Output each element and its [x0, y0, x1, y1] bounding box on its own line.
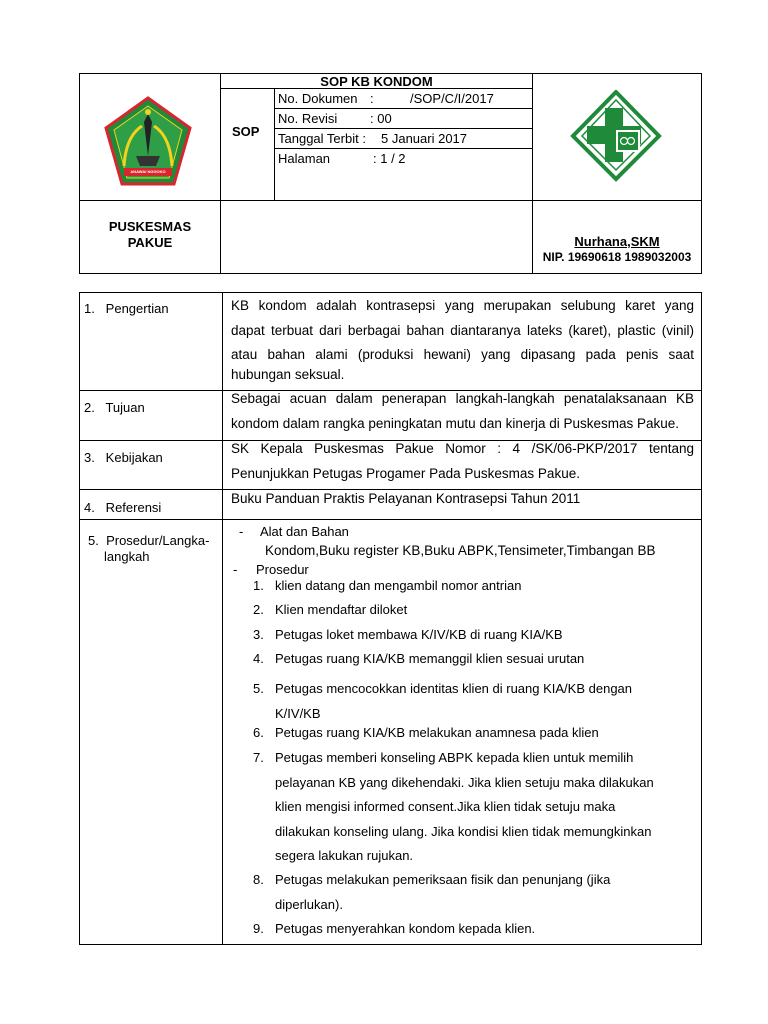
list-item: 2. Klien mendaftar diloket: [253, 602, 408, 617]
tujuan-line-1: Sebagai acuan dalam penerapan langkah-langkah penatalaksanaan KB: [231, 391, 694, 406]
document-title: SOP KB KONDOM: [320, 74, 433, 89]
revision-label: No. Revisi: [278, 111, 338, 126]
tools-text: Kondom,Buku register KB,Buku ABPK,Tensimeter,Timbangan BB: [265, 543, 656, 558]
list-item: 5. Petugas mencocokkan identitas klien di ruang KIA/KB dengan K/IV/KB: [253, 681, 633, 721]
kebijakan-line-2: Penunjukkan Petugas Progamer Pada Puskesmas Pakue.: [231, 466, 580, 481]
tools-bullet: -: [239, 524, 244, 539]
pengertian-line-2: dapat terbuat dari berbagai bahan diantaranya lateks (karet), plastic (vinil): [231, 323, 694, 338]
list-item: 3. Petugas loket membawa K/IV/KB di ruang KIA/KB: [253, 627, 563, 642]
pengertian-line-4: hubungan seksual.: [231, 367, 345, 382]
pengertian-line-3: atau bahan alami (produksi hewani) yang dipasang pada penis saat: [231, 347, 694, 362]
procedure-heading: Prosedur: [256, 562, 309, 577]
kebijakan-line-1: SK Kepala Puskesmas Pakue Nomor : 4 /SK/06-PKP/2017 tentang: [231, 441, 694, 456]
section-label-kebijakan: 3. Kebijakan: [84, 450, 163, 465]
list-item: 1. klien datang dan mengambil nomor antrian: [253, 578, 522, 593]
list-item: 6. Petugas ruang KIA/KB melakukan anamnesa pada klien: [253, 725, 599, 740]
puskesmas-logo: [570, 90, 662, 182]
tujuan-line-2: kondom dalam rangka peningkatan mutu dan kinerja di Puskesmas Pakue.: [231, 416, 680, 431]
regional-emblem-logo: [104, 96, 192, 188]
signer-name: Nurhana,SKM: [574, 234, 660, 249]
sop-label: SOP: [232, 124, 260, 139]
doc-no-value: /SOP/C/I/2017: [410, 91, 494, 106]
section-label-prosedur-2: langkah: [104, 549, 150, 564]
list-item: 8. Petugas melakukan pemeriksaan fisik dan penunjang (jika diperlukan).: [253, 872, 611, 912]
page-label: Halaman: [278, 151, 331, 166]
section-label-referensi: 4. Referensi: [84, 500, 162, 515]
list-item: 4. Petugas ruang KIA/KB memanggil klien sesuai urutan: [253, 651, 585, 666]
issue-date-label: Tanggal Terbit :: [278, 131, 366, 146]
doc-no-label: No. Dokumen: [278, 91, 358, 106]
page-value: : 1 / 2: [373, 151, 406, 166]
list-item: 9. Petugas menyerahkan kondom kepada klien.: [253, 921, 536, 936]
revision-value: : 00: [370, 111, 392, 126]
procedure-bullet: -: [233, 562, 238, 577]
list-item: 7. Petugas memberi konseling ABPK kepada klien untuk memilih pelayanan KB yang dikehendaki. Jika klien setuju maka dilakukan klien mengisi informed consent.Jika klien tidak setuju maka dilakukan konseling ulang. Jika kondisi klien tidak memungkinkan segera lakukan rujukan.: [253, 750, 654, 863]
referensi-text: Buku Panduan Praktis Pelayanan Kontrasepsi Tahun 2011: [231, 491, 581, 506]
section-label-pengertian: 1. Pengertian: [84, 301, 169, 316]
org-name-line2: PAKUE: [127, 235, 173, 250]
signer-nip: NIP. 19690618 1989032003: [542, 250, 692, 264]
section-label-prosedur: 5. Prosedur/Langka-: [88, 533, 210, 548]
pengertian-line-1: KB kondom adalah kontrasepsi yang merupakan selubung karet yang: [231, 298, 694, 313]
org-name-line1: PUSKESMAS: [108, 219, 192, 234]
left-logo-motto: ANAWAI NGGOKO: [130, 169, 166, 174]
doc-no-colon: :: [370, 91, 374, 106]
section-label-tujuan: 2. Tujuan: [84, 400, 145, 415]
tools-heading: Alat dan Bahan: [260, 524, 349, 539]
issue-date-value: 5 Januari 2017: [381, 131, 468, 146]
